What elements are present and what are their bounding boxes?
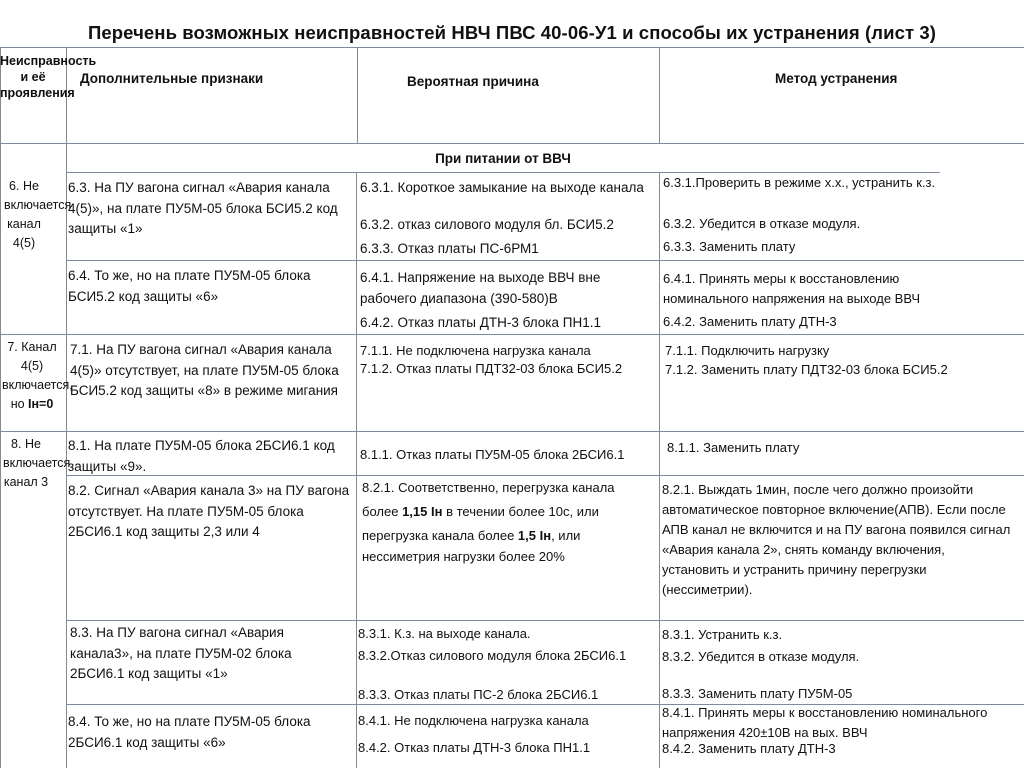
fault-6: 6. Не включается канал 4(5) (4, 179, 72, 250)
row-8-2-cause-line-4: нессиметрия нагрузки более 20% (362, 549, 565, 564)
fault-7: 7. Канал 4(5) включается, но Iн=0 (2, 340, 73, 411)
row-6-3-fix-3: 6.3.3. Заменить плату (663, 239, 796, 254)
row-8-3-fix-1: 8.3.1. Устранить к.з. (662, 627, 783, 642)
row-6-4-fix-2: 6.4.2. Заменить плату ДТН-3 (663, 314, 837, 329)
row-8-4-cause-2: 8.4.2. Отказ платы ДТН-3 блока ПН1.1 (358, 740, 591, 755)
row-8-2-fix-1: 8.2.1. Выждать 1мин, после чего должно произойти автоматическое повторное включение(АПВ). Если после АПВ канал не включится и на ПУ вагона появился сигнал «Авария канала 2», снять команду включения, установить и устранить причину перегрузки (нессиметрии). (662, 482, 1011, 597)
row-8-3-sign: 8.3. На ПУ вагона сигнал «Авария канала3», на плате ПУ5М-02 блока 2БСИ6.1 код защиты «1» (70, 625, 292, 681)
row-8-1-cause-1: 8.1.1. Отказ платы ПУ5М-05 блока 2БСИ6.1 (360, 447, 625, 462)
row-6-3-fix-2: 6.3.2. Убедится в отказе модуля. (663, 216, 861, 231)
row-8-4-fix-2: 8.4.2. Заменить плату ДТН-3 (662, 741, 836, 756)
row-6-4-cause-2: 6.4.2. Отказ платы ДТН-3 блока ПН1.1 (360, 315, 601, 330)
row-7-1-sign: 7.1. На ПУ вагона сигнал «Авария канала 4(5)» отсутствует, на плате ПУ5М-05 блока БСИ5.2 код защиты «8» в режиме мигания (70, 342, 339, 398)
row-7-1-fix-1: 7.1.1. Подключить нагрузку (665, 343, 830, 358)
row-8-3-fix-2: 8.3.2. Убедится в отказе модуля. (662, 649, 860, 664)
row-8-4-sign: 8.4. То же, но на плате ПУ5М-05 блока 2БСИ6.1 код защиты «6» (68, 714, 311, 750)
fault-8: 8. Не включается канал 3 (3, 437, 71, 489)
header-additional-signs: Дополнительные признаки (80, 71, 264, 86)
row-8-4-cause-1: 8.4.1. Не подключена нагрузка канала (358, 713, 589, 728)
row-6-4-cause-1: 6.4.1. Напряжение на выходе ВВЧ вне рабочего диапазона (390-580)В (360, 270, 601, 306)
row-7-1-fix-2: 7.1.2. Заменить плату ПДТ32-03 блока БСИ5.2 (665, 362, 948, 377)
page-title: Перечень возможных неисправностей НВЧ ПВС 40-06-У1 и способы их устранения (лист 3) (87, 22, 937, 43)
row-6-4-fix-1: 6.4.1. Принять меры к восстановлению номинального напряжения на выходе ВВЧ (663, 271, 921, 306)
row-6-3-cause-3: 6.3.3. Отказ платы ПС-6РМ1 (360, 241, 539, 256)
row-8-2-cause-line-3: перегрузка канала более 1,5 Iн, или (362, 528, 581, 543)
row-8-3-fix-3: 8.3.3. Заменить плату ПУ5М-05 (662, 686, 853, 701)
row-6-3-sign: 6.3. На ПУ вагона сигнал «Авария канала 4(5)», на плате ПУ5М-05 блока БСИ5.2 код защиты «1» (68, 180, 338, 236)
section-heading: При питании от ВВЧ (435, 151, 571, 166)
row-8-2-cause-line-1: 8.2.1. Соответственно, перегрузка канала (362, 480, 615, 495)
row-8-2-sign: 8.2. Сигнал «Авария канала 3» на ПУ вагона отсутствует. На плате ПУ5М-05 блока 2БСИ6.1 код защиты 2,3 или 4 (68, 483, 350, 539)
row-8-1-sign: 8.1. На плате ПУ5М-05 блока 2БСИ6.1 код защиты «9». (68, 438, 335, 474)
header-fix-method: Метод устранения (775, 71, 898, 86)
row-6-3-fix-1: 6.3.1.Проверить в режиме х.х., устранить к.з. (663, 175, 936, 190)
header-probable-cause: Вероятная причина (407, 74, 539, 89)
row-8-1-fix-1: 8.1.1. Заменить плату (667, 440, 800, 455)
row-6-3-cause-1: 6.3.1. Короткое замыкание на выходе канала (360, 180, 644, 195)
row-8-3-cause-2: 8.3.2.Отказ силового модуля блока 2БСИ6.1 (358, 648, 627, 663)
row-8-3-cause-3: 8.3.3. Отказ платы ПС-2 блока 2БСИ6.1 (358, 687, 599, 702)
row-7-1-cause-1: 7.1.1. Не подключена нагрузка канала (360, 343, 591, 358)
row-7-1-cause-2: 7.1.2. Отказ платы ПДТ32-03 блока БСИ5.2 (360, 361, 623, 376)
row-8-3-cause-1: 8.3.1. К.з. на выходе канала. (358, 626, 531, 641)
row-8-4-fix-1: 8.4.1. Принять меры к восстановлению номинального напряжения 420±10В на вых. ВВЧ (662, 705, 988, 740)
row-6-3-cause-2: 6.3.2. отказ силового модуля бл. БСИ5.2 (360, 217, 614, 232)
row-6-4-sign: 6.4. То же, но на плате ПУ5М-05 блока БСИ5.2 код защиты «6» (68, 268, 311, 304)
row-8-2-cause-line-2: более 1,15 Iн в течении более 10с, или (362, 504, 599, 519)
header-fault: Неисправность и её проявления (0, 54, 97, 100)
